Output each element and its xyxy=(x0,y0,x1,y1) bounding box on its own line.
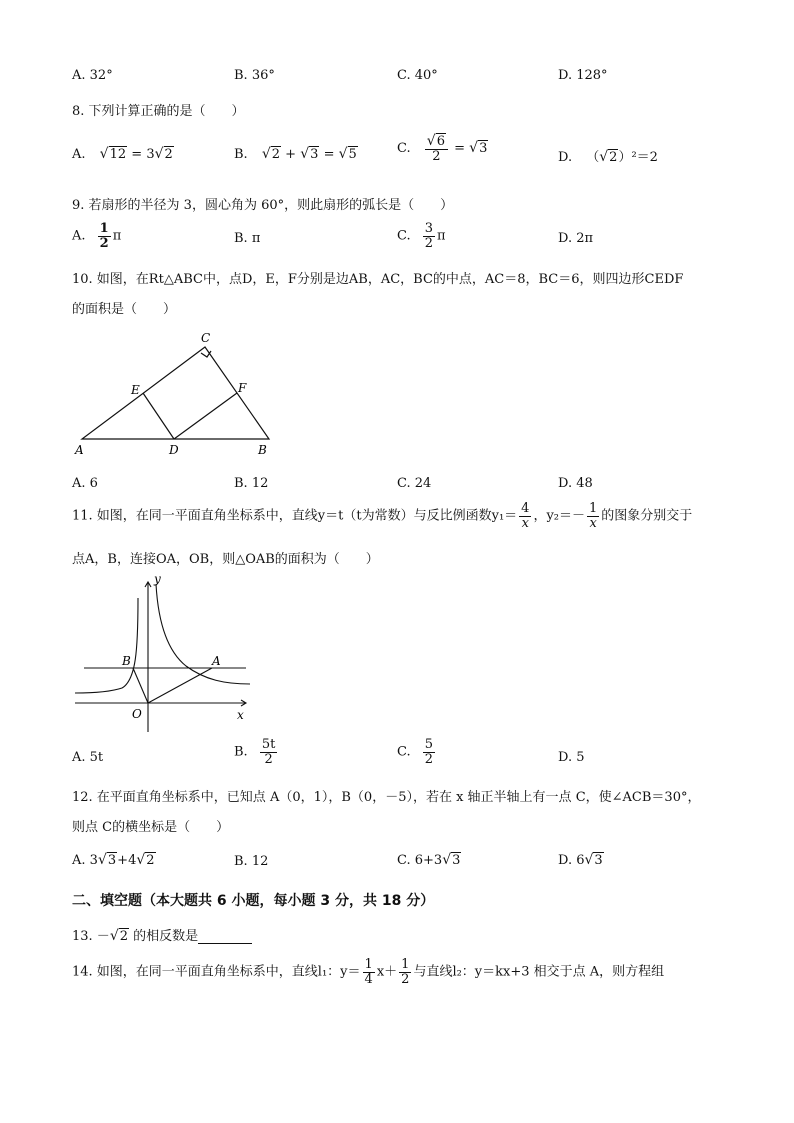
q11-stem-line2: 点A，B，连接OA，OB，则△OAB的面积为（ ） xyxy=(72,552,379,567)
option-label: B. xyxy=(234,744,248,760)
q7-option-c: C. 40° xyxy=(397,68,438,83)
q12-option-b: B. 12 xyxy=(234,854,269,869)
q10-triangle-figure xyxy=(70,328,280,463)
q10-option-a: A. 6 xyxy=(72,476,98,491)
numerator: 5t xyxy=(261,737,276,752)
sqrt: √3 xyxy=(300,146,319,162)
sqrt: √2 xyxy=(599,149,618,165)
option-label: C. xyxy=(397,141,411,157)
q12-option-c xyxy=(397,852,461,868)
q9-stem: 9. 若扇形的半径为 3，圆心角为 60°，则此扇形的弧长是（ ） xyxy=(72,198,454,213)
right-angle-mark xyxy=(201,351,211,357)
segment-de xyxy=(143,393,174,439)
numerator: 5 xyxy=(424,737,434,752)
radicand: 5 xyxy=(348,147,357,162)
option-label: C. xyxy=(397,744,411,760)
plus: + xyxy=(285,147,297,162)
fraction xyxy=(260,738,278,766)
radicand: 2 xyxy=(146,853,155,868)
pi: π xyxy=(112,228,122,244)
curve-y2 xyxy=(75,598,138,693)
q13-stem xyxy=(72,925,252,944)
denominator: 4 xyxy=(364,971,373,987)
numerator: 3 xyxy=(424,221,434,236)
q11-stem-line1 xyxy=(72,502,692,530)
sqrt: √3 xyxy=(584,852,603,868)
q14-text-mid: x＋ xyxy=(376,964,398,980)
q10-option-b: B. 12 xyxy=(234,476,269,491)
q12-option-a xyxy=(72,852,156,868)
fraction xyxy=(98,222,111,250)
denominator: 2 xyxy=(264,751,273,767)
option-label: D. xyxy=(558,150,573,165)
q10-stem-line2: 的面积是（ ） xyxy=(72,302,177,317)
label-d: D xyxy=(169,443,179,457)
q11-text-pre: 11. 如图，在同一平面直角坐标系中，直线y＝t（t为常数）与反比例函数y₁＝ xyxy=(72,508,518,524)
fraction xyxy=(423,738,435,766)
numerator: 4 xyxy=(521,501,530,516)
q11-option-c xyxy=(397,738,437,766)
sqrt: √2 xyxy=(109,928,129,944)
label-f: F xyxy=(238,381,247,395)
label-a: A xyxy=(75,443,84,457)
coefficient: 3 xyxy=(146,147,155,162)
denominator: 2 xyxy=(424,751,434,767)
curve-y1 xyxy=(156,584,250,684)
q11-option-a: A. 5t xyxy=(72,750,104,765)
option-label: D. 6 xyxy=(558,853,585,868)
numerator: 1 xyxy=(99,221,109,236)
fraction-1-over-2 xyxy=(399,958,411,986)
q7-option-b: B. 36° xyxy=(234,68,275,83)
label-y: y xyxy=(154,572,161,586)
q7-option-d: D. 128° xyxy=(558,68,608,83)
equals: = xyxy=(131,147,143,162)
label-b: B xyxy=(122,654,131,668)
q10-stem-line1: 10. 如图，在Rt△ABC中，点D，E，F分别是边AB，AC，BC的中点，AC＝8，BC＝6，则四边形CEDF xyxy=(72,272,684,287)
q12-stem-line2: 则点 C的横坐标是（ ） xyxy=(72,820,230,835)
coefficient: 4 xyxy=(128,853,137,868)
sqrt: √5 xyxy=(338,146,357,162)
q11-graph-figure xyxy=(70,570,260,735)
label-b: B xyxy=(258,443,267,457)
q11-option-d: D. 5 xyxy=(558,750,585,765)
label-e: E xyxy=(131,383,140,397)
radicand: 2 xyxy=(271,147,281,162)
segment-ob xyxy=(133,668,148,703)
q13-text-post: 的相反数是 xyxy=(129,929,199,944)
denominator: 2 xyxy=(99,235,109,251)
q8-option-a xyxy=(72,146,174,162)
radicand: 3 xyxy=(452,853,461,868)
q12-stem-line1: 12. 在平面直角坐标系中，已知点 A（0，1），B（0，－5），若在 x 轴正半轴上有一点 C，使∠ACB＝30°， xyxy=(72,790,701,805)
sqrt: √2 xyxy=(136,852,155,868)
q13-text-pre: 13. － xyxy=(72,929,110,944)
equals: = xyxy=(454,141,466,157)
fraction xyxy=(423,222,435,250)
paren-close-square: ）²＝2 xyxy=(618,150,658,165)
radicand: 3 xyxy=(479,141,488,157)
q14-text-pre: 14. 如图，在同一平面直角坐标系中，直线l₁：y＝ xyxy=(72,964,361,980)
q9-option-a xyxy=(72,222,121,250)
radicand: 2 xyxy=(119,929,129,944)
q12-option-d xyxy=(558,852,604,868)
segment-df xyxy=(174,393,237,439)
q10-option-c: C. 24 xyxy=(397,476,432,491)
segment-oa xyxy=(148,668,212,703)
option-label: C. xyxy=(397,228,411,244)
q8-option-b xyxy=(234,146,358,162)
q8-option-d xyxy=(558,146,658,165)
q11-option-b xyxy=(234,738,279,766)
sqrt: √12 xyxy=(99,146,127,162)
q7-option-a: A. 32° xyxy=(72,68,113,83)
radicand: 2 xyxy=(164,147,173,162)
coefficient: 3 xyxy=(89,853,98,868)
q9-option-b: B. π xyxy=(234,231,261,246)
q9-option-d: D. 2π xyxy=(558,231,594,246)
numerator: 6 xyxy=(436,134,445,149)
sqrt: √3 xyxy=(97,852,117,868)
label-x: x xyxy=(237,708,244,722)
denominator: 2 xyxy=(401,971,410,987)
radicand: 3 xyxy=(107,853,117,868)
fraction-1-over-4 xyxy=(363,958,375,986)
numerator: 1 xyxy=(364,957,373,972)
label-o: O xyxy=(132,707,142,721)
option-label: A. xyxy=(72,147,86,162)
numerator: 1 xyxy=(589,501,598,516)
radicand: 12 xyxy=(109,147,127,162)
numerator: 1 xyxy=(401,957,410,972)
equals: = xyxy=(323,147,335,162)
plus: + xyxy=(117,853,129,868)
option-label: B. xyxy=(234,147,248,162)
label-c: C xyxy=(201,331,211,345)
answer-blank[interactable] xyxy=(198,931,252,944)
radicand: 2 xyxy=(609,150,618,165)
option-label: A. xyxy=(72,228,86,244)
q11-text-post: 的图象分别交于 xyxy=(601,508,693,524)
sqrt: √3 xyxy=(469,140,488,157)
label-a: A xyxy=(212,654,221,668)
radicand: 3 xyxy=(310,147,319,162)
q8-option-c xyxy=(397,134,488,163)
q9-option-c xyxy=(397,222,446,250)
option-label: A. xyxy=(72,853,86,868)
pi: π xyxy=(437,228,446,244)
fraction-4-over-x xyxy=(519,502,531,530)
fraction-1-over-x xyxy=(587,502,599,530)
denominator: x xyxy=(589,515,597,531)
sqrt: √2 xyxy=(154,146,173,162)
q11-text-mid: ，y₂＝－ xyxy=(533,508,585,524)
denominator: 2 xyxy=(432,148,441,164)
sqrt: √3 xyxy=(442,852,461,868)
denominator: x xyxy=(521,515,529,531)
q8-stem: 8. 下列计算正确的是（ ） xyxy=(72,104,245,119)
paren-open: （ xyxy=(586,150,600,165)
q10-option-d: D. 48 xyxy=(558,476,593,491)
sqrt: √2 xyxy=(261,146,281,162)
fraction: $\frac{√6}{2}$ xyxy=(425,134,448,163)
radicand: 3 xyxy=(594,853,603,868)
q14-text-post: 与直线l₂：y＝kx+3 相交于点 A，则方程组 xyxy=(413,964,665,980)
section-2-heading: 二、填空题（本大题共 6 小题，每小题 3 分，共 18 分） xyxy=(72,893,435,909)
denominator: 2 xyxy=(424,235,434,251)
option-label: C. 6+3 xyxy=(397,853,443,868)
q14-stem xyxy=(72,958,664,986)
